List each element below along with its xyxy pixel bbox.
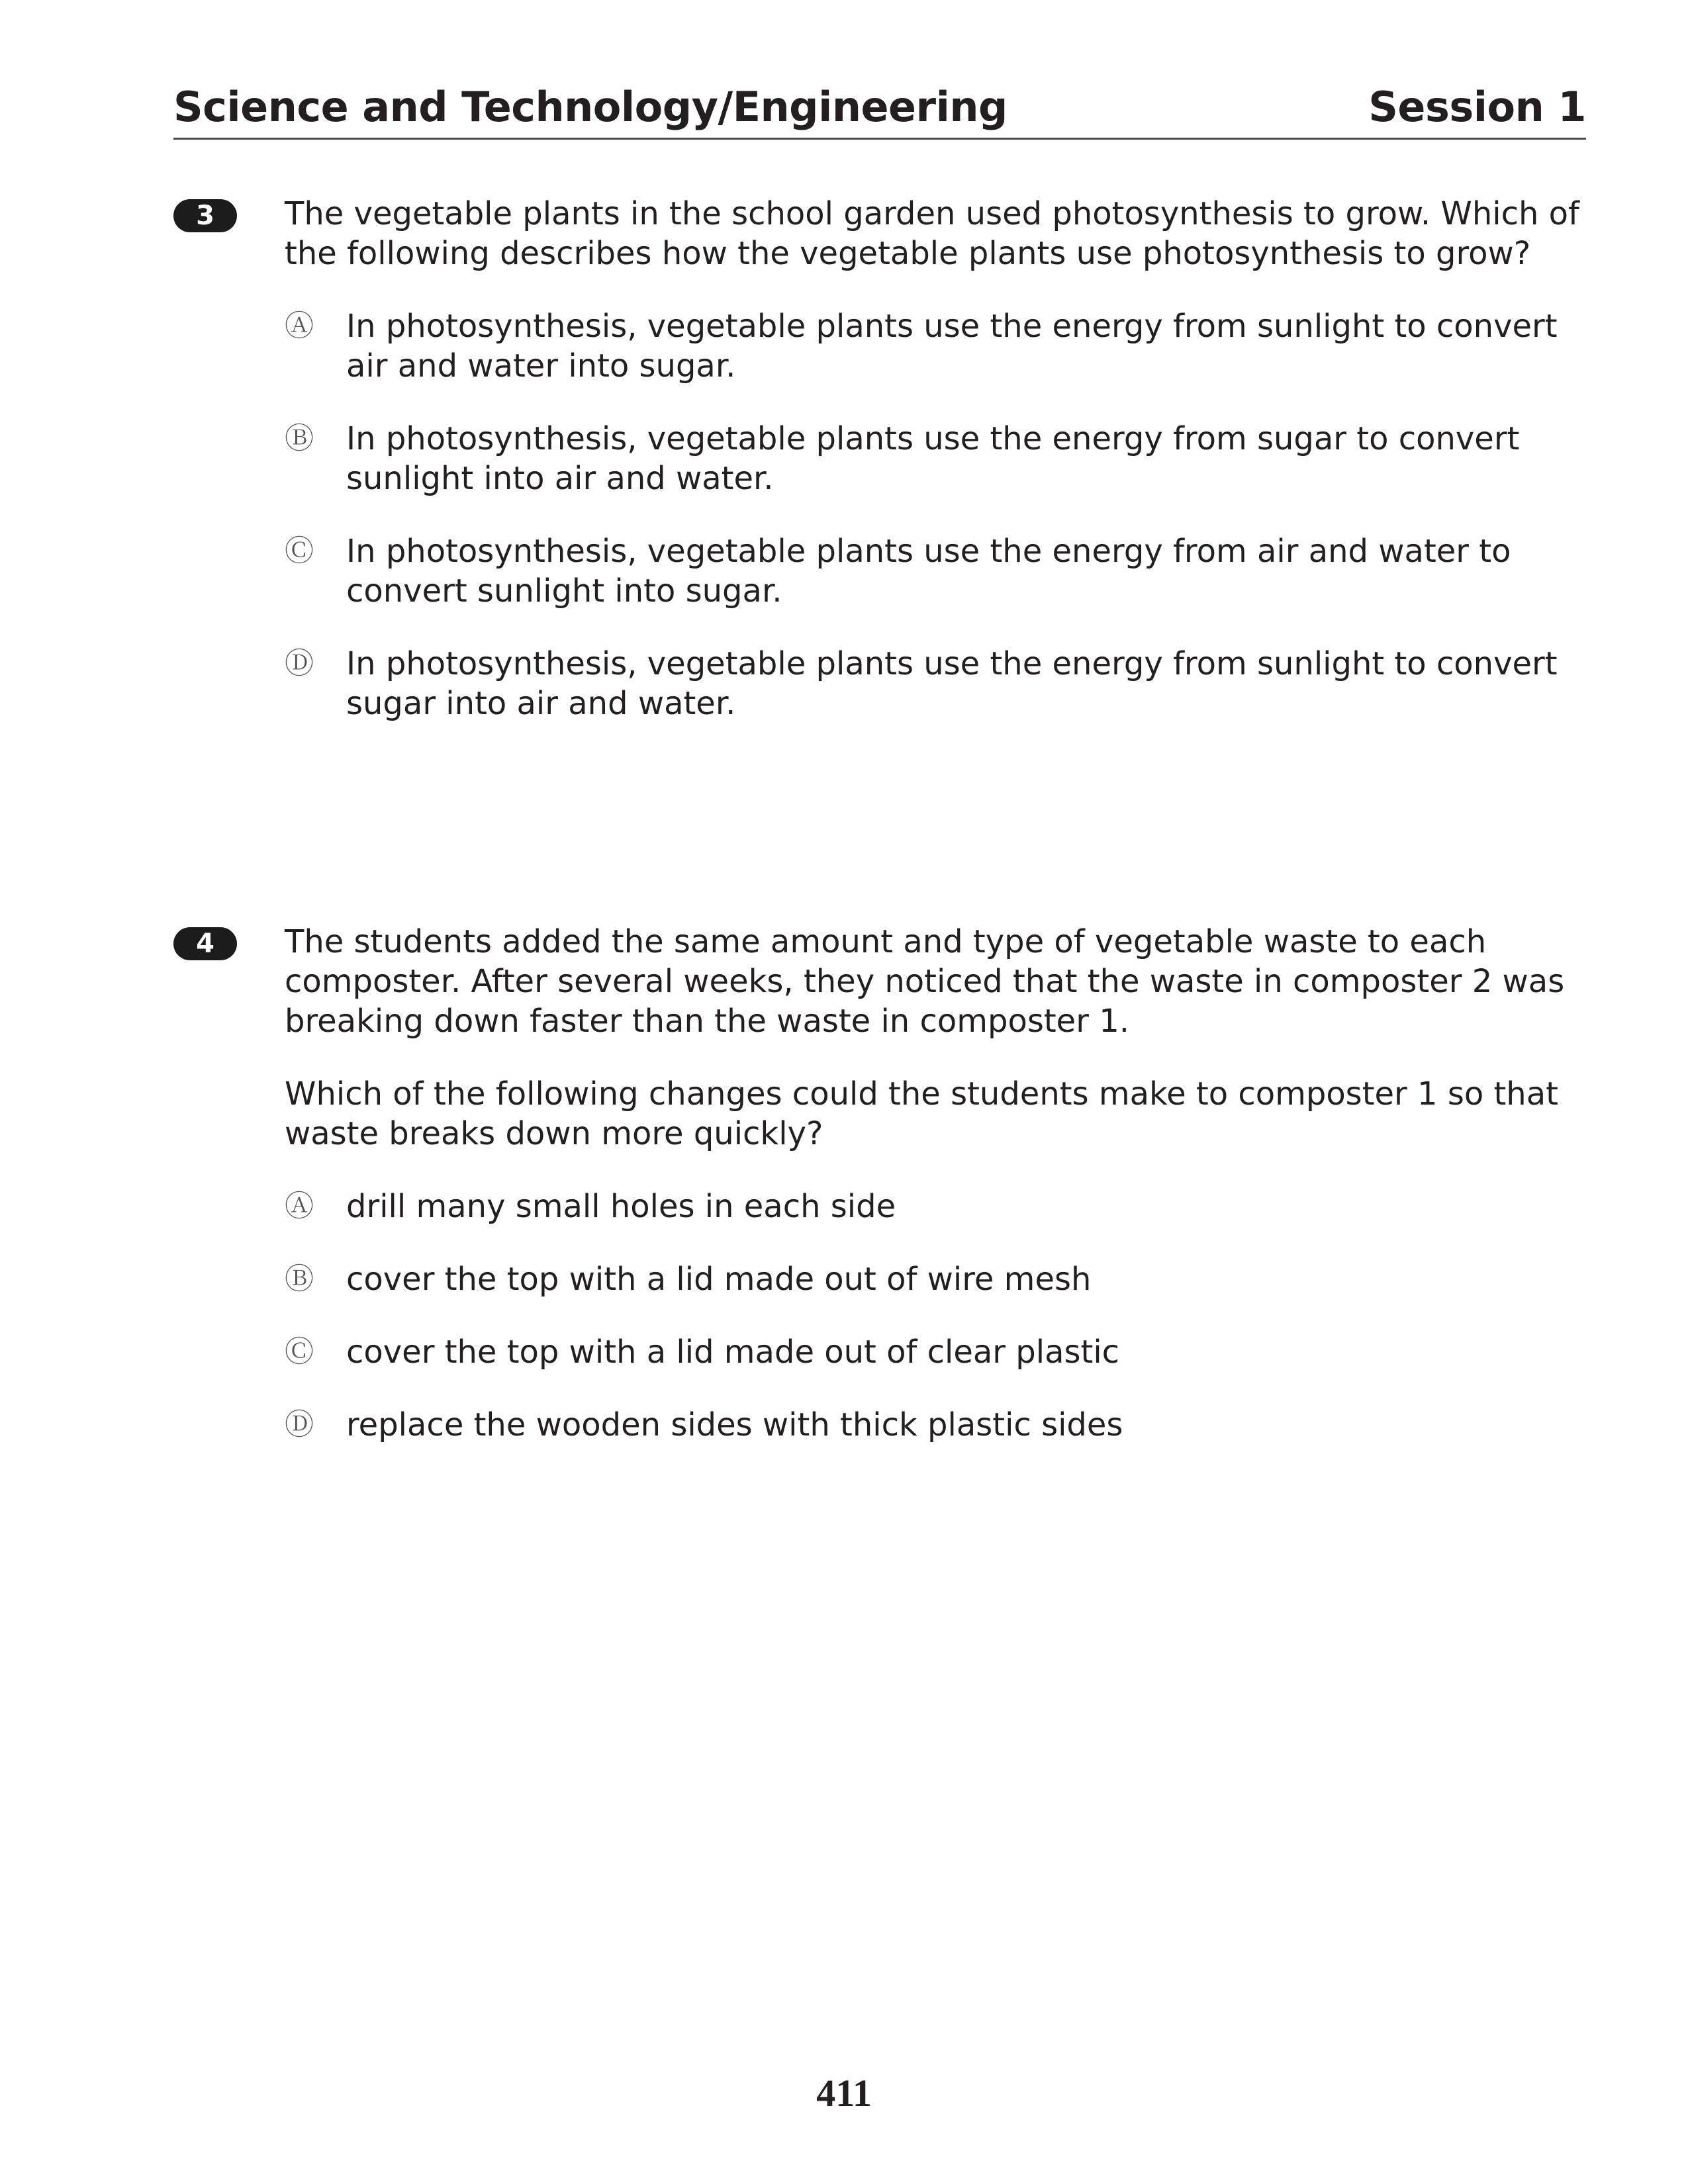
answer-option-c[interactable] xyxy=(285,531,1589,611)
subject-title: Science and Technology/Engineering xyxy=(173,83,1008,131)
answer-options xyxy=(285,306,1589,723)
question-stem: The vegetable plants in the school garden used photosynthesis to grow. Which of the following describes how the vegetable plants use photosynthesis to grow? xyxy=(285,195,1579,272)
question-body xyxy=(285,194,1589,723)
page-number: 411 xyxy=(816,2071,872,2115)
answer-option-b[interactable] xyxy=(285,419,1589,498)
session-label: Session 1 xyxy=(1368,83,1586,131)
answer-options xyxy=(285,1187,1589,1445)
answer-option-a[interactable] xyxy=(285,306,1589,386)
option-c-text: In photosynthesis, vegetable plants use the energy from air and water to convert sunlight into sugar. xyxy=(346,533,1511,610)
question-prompt: Which of the following changes could the students make to composter 1 so that waste breaks down more quickly? xyxy=(285,1075,1558,1152)
answer-option-d[interactable] xyxy=(285,644,1589,723)
answer-option-c[interactable] xyxy=(285,1332,1589,1372)
question-number-badge: 4 xyxy=(173,927,237,960)
option-c-bubble[interactable]: Ⓒ xyxy=(285,1335,314,1369)
option-c-text: cover the top with a lid made out of clear plastic xyxy=(346,1334,1120,1371)
question-stem: The students added the same amount and type of vegetable waste to each composter. After several weeks, they noticed that the waste in composter 2 was breaking down faster than the waste in composter 1. xyxy=(285,923,1565,1040)
option-b-bubble[interactable]: Ⓑ xyxy=(285,1262,314,1296)
option-a-text: In photosynthesis, vegetable plants use the energy from sunlight to convert air and water into sugar. xyxy=(346,308,1558,385)
option-b-bubble[interactable]: Ⓑ xyxy=(285,422,314,455)
option-a-bubble[interactable]: Ⓐ xyxy=(285,1189,314,1223)
question-number-badge: 3 xyxy=(173,199,237,232)
option-c-bubble[interactable]: Ⓒ xyxy=(285,534,314,568)
option-d-text: In photosynthesis, vegetable plants use the energy from sunlight to convert sugar into air and water. xyxy=(346,645,1558,722)
option-b-text: In photosynthesis, vegetable plants use the energy from sugar to convert sunlight into air and water. xyxy=(346,420,1520,497)
question-body xyxy=(285,922,1589,1445)
answer-option-a[interactable] xyxy=(285,1187,1589,1226)
option-d-text: replace the wooden sides with thick plastic sides xyxy=(346,1406,1123,1443)
answer-option-d[interactable] xyxy=(285,1405,1589,1445)
answer-option-b[interactable] xyxy=(285,1259,1589,1299)
option-b-text: cover the top with a lid made out of wire mesh xyxy=(346,1261,1092,1298)
option-a-bubble[interactable]: Ⓐ xyxy=(285,309,314,343)
page-header xyxy=(173,79,1586,140)
option-a-text: drill many small holes in each side xyxy=(346,1188,896,1225)
option-d-bubble[interactable]: Ⓓ xyxy=(285,1408,314,1441)
option-d-bubble[interactable]: Ⓓ xyxy=(285,647,314,680)
